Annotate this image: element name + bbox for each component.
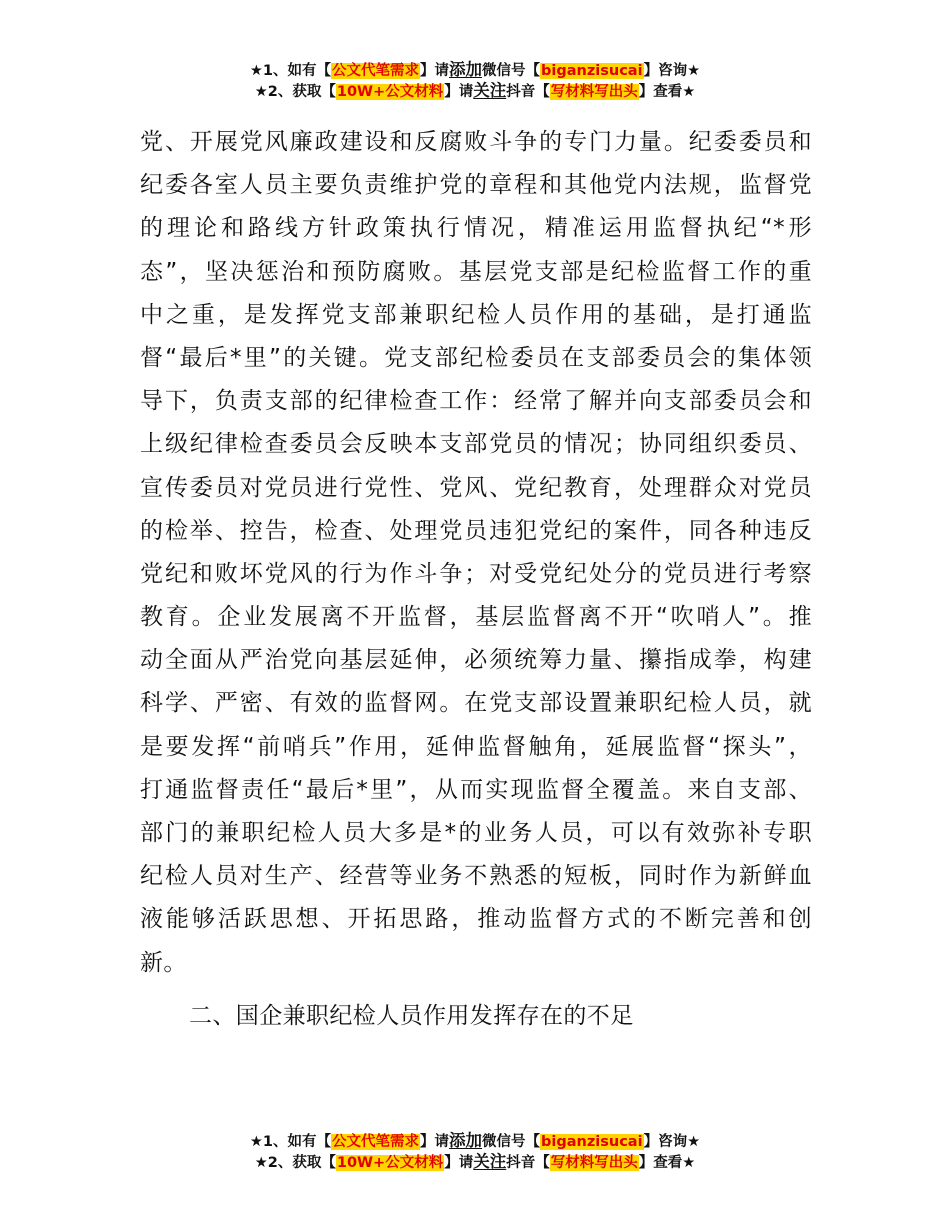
header-banner xyxy=(0,59,950,101)
banner-text: 】咨询★ xyxy=(643,1134,701,1150)
banner-text: 】查看★ xyxy=(638,1155,696,1171)
paragraph-line: 科学、严密、有效的监督网。在党支部设置兼职纪检人员，就 xyxy=(140,690,812,717)
banner-highlight: 公文代笔需求 xyxy=(332,63,420,79)
banner-line-1 xyxy=(0,1130,950,1151)
paragraph-line: 上级纪律检查委员会反映本支部党员的情况；协同组织委员、 xyxy=(140,431,812,458)
banner-line-2 xyxy=(0,1151,950,1172)
banner-line-2 xyxy=(0,80,950,101)
footer-banner xyxy=(0,1130,950,1172)
banner-highlight: 写材料写出头 xyxy=(550,1155,638,1171)
banner-highlight: 10W+公文材料 xyxy=(336,84,444,100)
banner-emphasis: 添加 xyxy=(449,60,483,79)
paragraph-line: 是要发挥“前哨兵”作用，延伸监督触角，延展监督“探头”， xyxy=(140,733,812,760)
banner-text: 】咨询★ xyxy=(643,63,701,79)
banner-highlight: 写材料写出头 xyxy=(550,84,638,100)
paragraph-line: 党纪和败坏党风的行为作斗争；对受党纪处分的党员进行考察 xyxy=(140,560,812,587)
paragraph-line: 的检举、控告，检查、处理党员违犯党纪的案件，同各种违反 xyxy=(140,517,812,544)
paragraph-line: 教育。企业发展离不开监督，基层监督离不开“吹哨人”。推 xyxy=(140,604,812,631)
banner-text: ★2、获取【 xyxy=(254,1155,336,1171)
banner-text: ★1、如有【 xyxy=(249,1134,332,1150)
banner-text: 】请 xyxy=(444,1155,474,1171)
paragraph-line: 态”，坚决惩治和预防腐败。基层党支部是纪检监督工作的重 xyxy=(140,258,812,285)
banner-highlight: biganzisucai xyxy=(541,63,643,79)
banner-highlight: biganzisucai xyxy=(541,1134,643,1150)
banner-line-1 xyxy=(0,59,950,80)
banner-highlight: 10W+公文材料 xyxy=(336,1155,444,1171)
banner-text: 微信号【 xyxy=(482,1134,541,1150)
banner-highlight: 公文代笔需求 xyxy=(332,1134,420,1150)
banner-text: 】请 xyxy=(420,1134,450,1150)
paragraph-line: 党、开展党风廉政建设和反腐败斗争的专门力量。纪委委员和 xyxy=(140,129,812,155)
paragraph-line: 督“最后*里”的关键。党支部纪检委员在支部委员会的集体领 xyxy=(140,344,812,371)
banner-emphasis: 添加 xyxy=(449,1131,483,1150)
paragraph-line: 中之重，是发挥党支部兼职纪检人员作用的基础，是打通监 xyxy=(140,301,812,328)
banner-emphasis: 关注 xyxy=(473,81,507,100)
paragraph-line: 动全面从严治党向基层延伸，必须统筹力量、攥指成拳，构建 xyxy=(140,647,812,674)
banner-text: 】请 xyxy=(444,84,474,100)
paragraph-line: 打通监督责任“最后*里”，从而实现监督全覆盖。来自支部、 xyxy=(140,776,812,803)
paragraph-line: 纪委各室人员主要负责维护党的章程和其他党内法规，监督党 xyxy=(140,172,812,199)
banner-text: 】请 xyxy=(420,63,450,79)
paragraph-line: 宣传委员对党员进行党性、党风、党纪教育，处理群众对党员 xyxy=(140,474,812,501)
paragraph-line: 液能够活跃思想、开拓思路，推动监督方式的不断完善和创 xyxy=(140,906,812,933)
paragraph-line: 新。 xyxy=(140,949,187,976)
document-paragraph xyxy=(140,121,812,985)
banner-emphasis: 关注 xyxy=(473,1152,507,1171)
banner-text: ★2、获取【 xyxy=(254,84,336,100)
paragraph-line: 部门的兼职纪检人员大多是*的业务人员，可以有效弥补专职 xyxy=(140,820,812,846)
section-heading: 二、国企兼职纪检人员作用发挥存在的不足 xyxy=(189,1003,634,1029)
paragraph-line: 的理论和路线方针政策执行情况，精准运用监督执纪“*形 xyxy=(140,215,812,242)
banner-text: 抖音【 xyxy=(506,84,550,100)
paragraph-line: 导下，负责支部的纪律检查工作：经常了解并向支部委员会和 xyxy=(140,388,812,415)
paragraph-line: 纪检人员对生产、经营等业务不熟悉的短板，同时作为新鲜血 xyxy=(140,863,812,890)
banner-text: 微信号【 xyxy=(482,63,541,79)
banner-text: 抖音【 xyxy=(506,1155,550,1171)
banner-text: 】查看★ xyxy=(638,84,696,100)
banner-text: ★1、如有【 xyxy=(249,63,332,79)
